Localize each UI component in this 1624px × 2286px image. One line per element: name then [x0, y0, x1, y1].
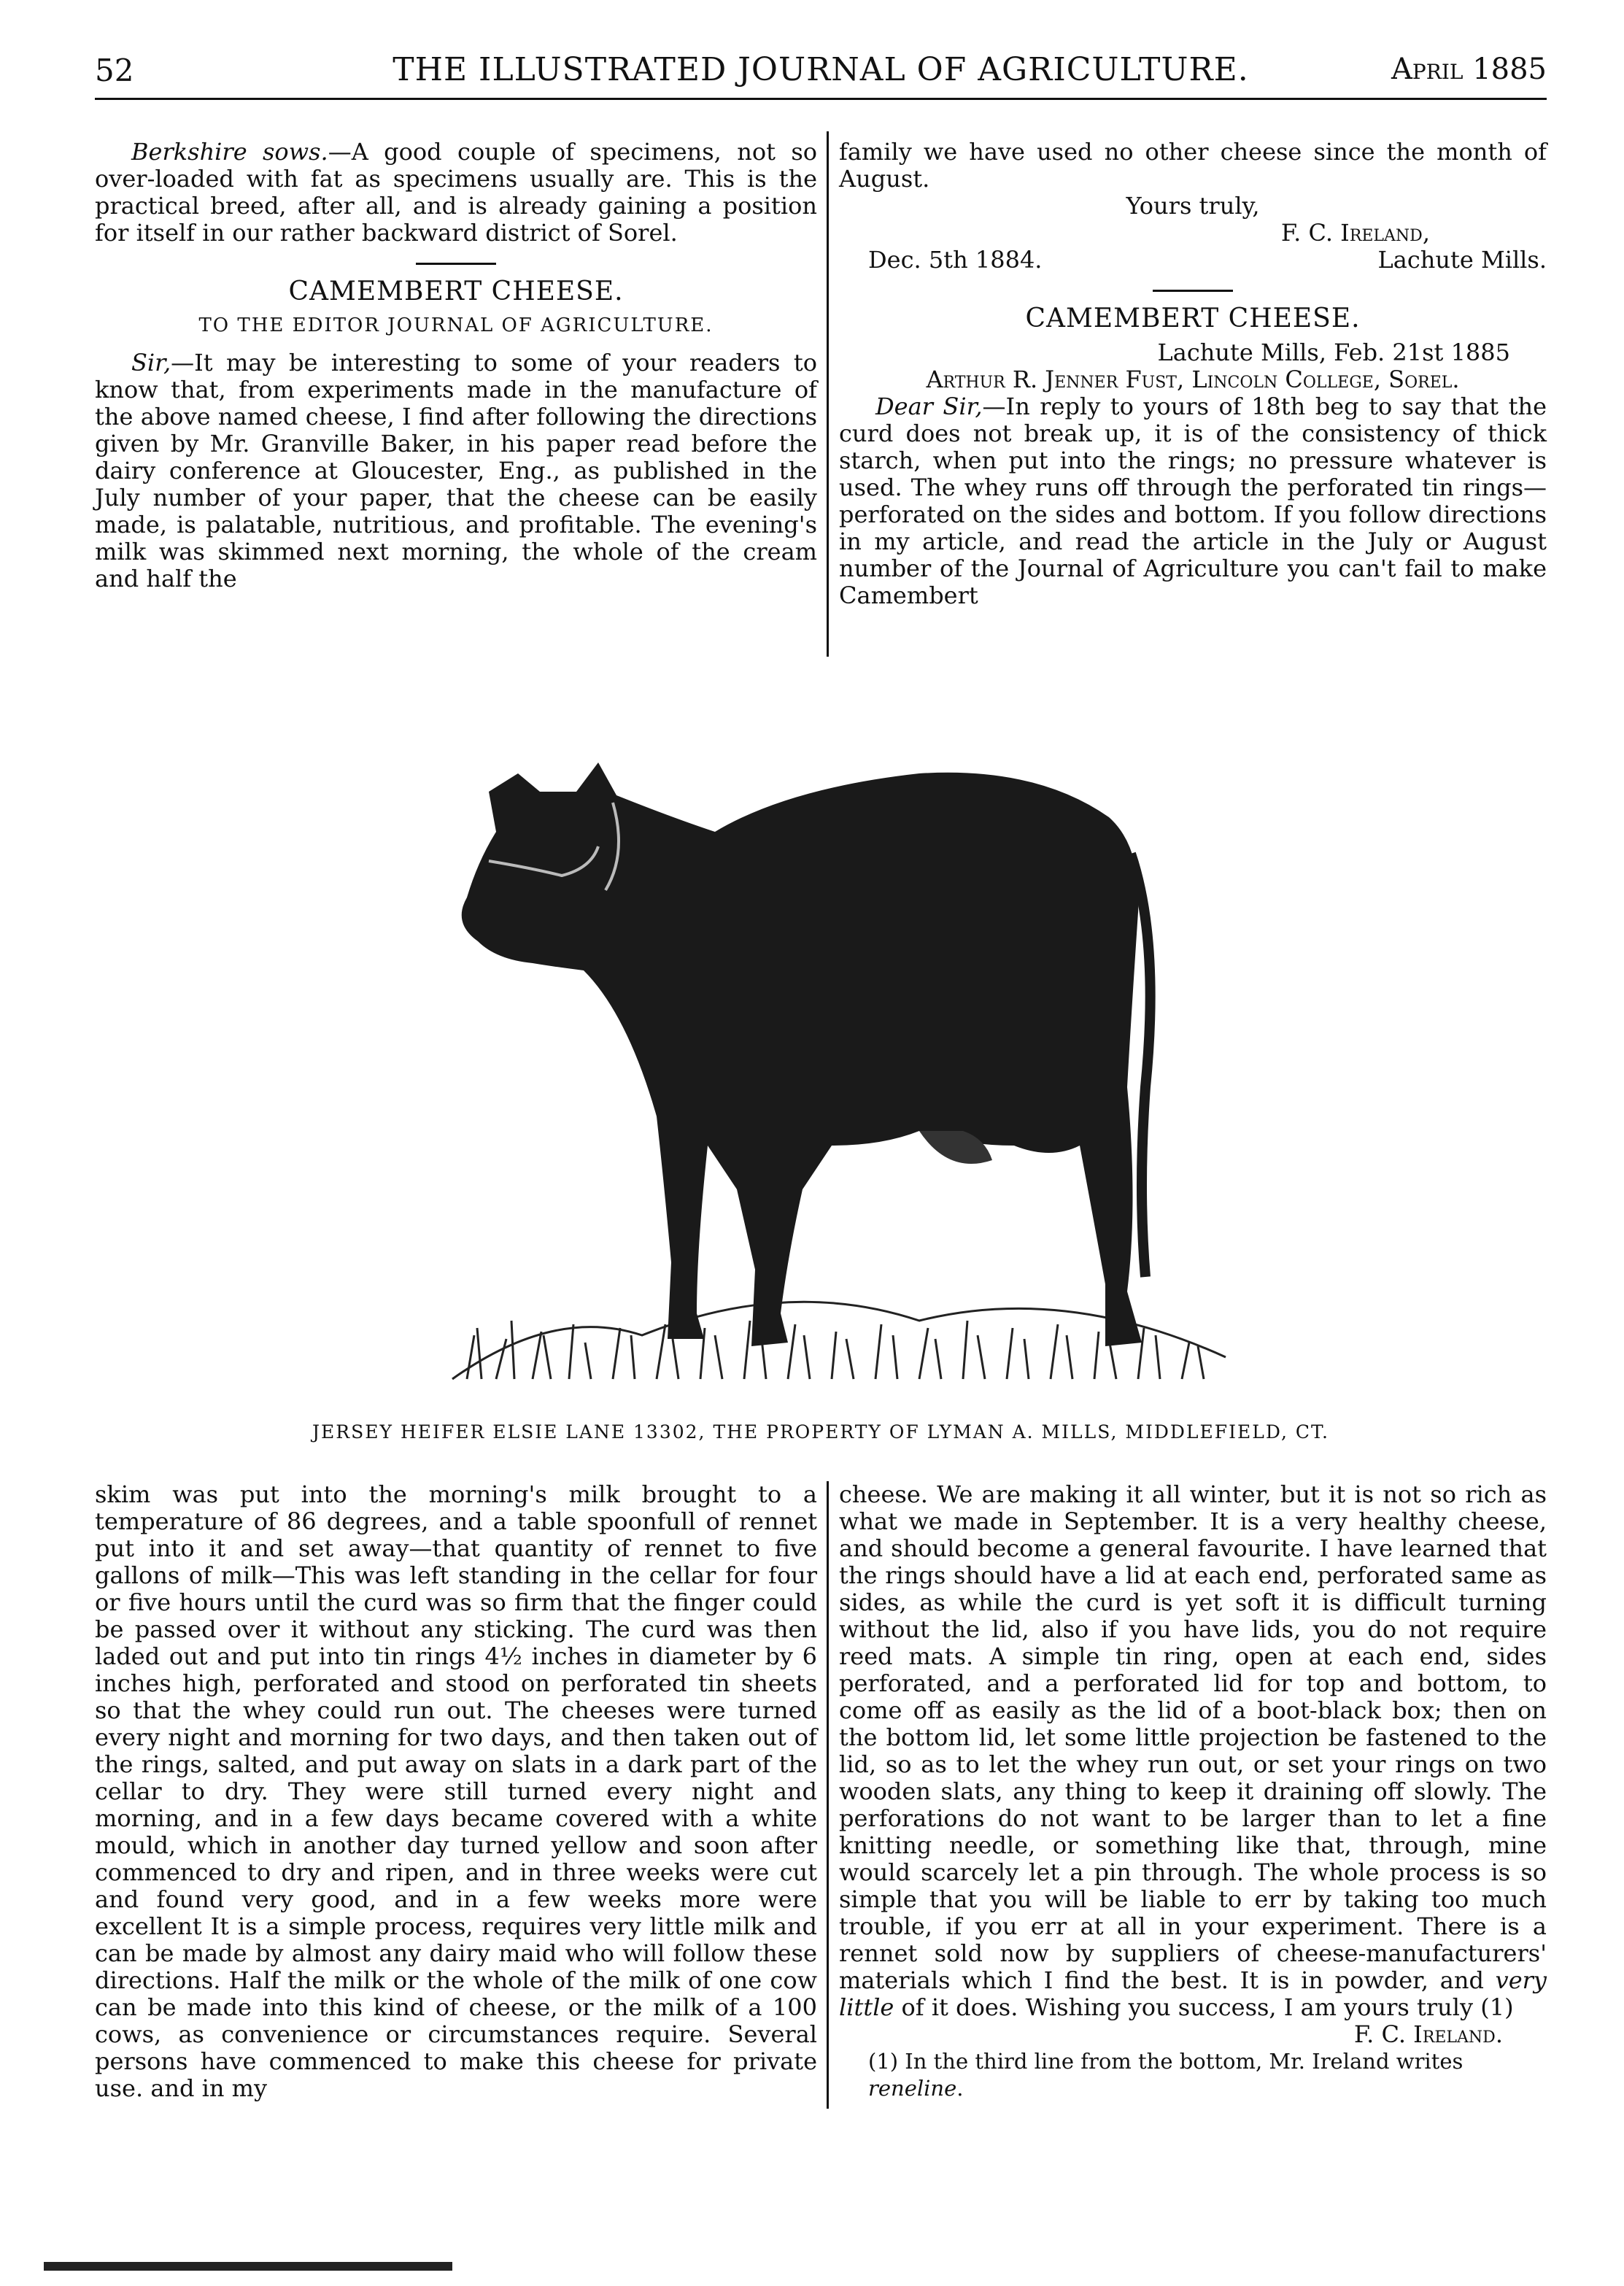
- cow-body: [462, 762, 1142, 1346]
- bottom-left-column: [95, 1481, 817, 2102]
- article-title-right: CAMEMBERT CHEESE.: [1025, 304, 1361, 333]
- article-title-left: CAMEMBERT CHEESE.: [288, 277, 624, 306]
- emphasis-text: very little: [839, 1966, 1547, 2021]
- footnote-end: .: [956, 2076, 964, 2101]
- top-left-column: [95, 139, 817, 592]
- procedure-text: skim was put into the morning's milk brought to a temperature of 86 degrees, and a table spoonfull of rennet put into it and set away—that quantity of rennet to five gallons of milk—This was left standing in the cellar for four or five hours until the curd was so firm that the finger could be passed over it without any sticking. The curd was then laded out and put into tin rings 4½ inches in diameter by 6 inches high, perforated and stood on perforated tin sheets so that the whey could run out. The cheeses were turned every night and morning for two days, and then taken out of the rings, salted, and put away on slats in a dark part of the cellar to dry. They were still turned every night and morning, and in a few days became covered with a white mould, which in another day turned yellow and soon after commenced to dry and ripen, and in three weeks were cut and found very good, and in a few weeks more were excellent It is a simple process, requires very little milk and can be made by almost any dairy maid who will follow these directions. Half the milk or the whole of the milk of one cow can be made into this kind of cheese, or the milk of a 100 cows, as convenience or circumstances require. Several persons have commenced to make this cheese for private use. and in my: [95, 1480, 817, 2102]
- issue-date: April 1885: [1391, 53, 1547, 86]
- letter-paragraph: [95, 350, 817, 592]
- page-header: [95, 47, 1547, 100]
- footnote-word: reneline: [868, 2076, 957, 2101]
- top-right-column: [839, 139, 1547, 609]
- section-divider: [1153, 290, 1233, 292]
- bottom-right-column: [839, 1481, 1547, 2102]
- reply-paragraph: [839, 393, 1547, 609]
- journal-title: THE ILLUSTRATED JOURNAL OF AGRICULTURE.: [393, 51, 1249, 88]
- section-divider: [416, 263, 496, 265]
- dateline: Lachute Mills, Feb. 21st 1885: [1157, 339, 1510, 366]
- letter-text-a: cheese. We are making it all winter, but it is not so rich as what we made in September. It is a very healthy cheese, and should become a general favourite. I have learned that the rings should have a lid at each end, perforated same as sides, as while the curd is yet soft it is difficult turning without the lid, also if you have lids, you do not require reed mats. A simple tin ring, open at each end, sides perforated, and a perforated lid for top and bottom, to come off as easily as the lid of a boot-black box; then on the bottom lid, let some little projection be fastened to the lid, so as to let the whey run out, or set your rings on two wooden slats, any thing to keep it draining off slowly. The perforations do not want to be larger than to let a fine knitting needle, or something like that, through, mine would scarcely let a pin through. The whole process is so simple that you will be liable to err by taking too much trouble, if you err at all in your experiment. There is a rennet sold now by suppliers of cheese-manufacturers' materials which I find the best. It is in powder, and: [839, 1480, 1547, 1994]
- page-edge-mark: [44, 2262, 452, 2271]
- page-number: 52: [95, 53, 134, 88]
- letter-place: Lachute Mills.: [1377, 246, 1547, 274]
- continuation-text: family we have used no other cheese since the month of August.: [839, 138, 1547, 193]
- figure-caption: JERSEY HEIFER ELSIE LANE 13302, THE PROPERTY OF LYMAN A. MILLS, MIDDLEFIELD, CT.: [312, 1421, 1329, 1443]
- column-divider-bottom: [827, 1481, 829, 2109]
- signer-name: F. C. Ireland,: [1280, 219, 1430, 247]
- berkshire-paragraph: [95, 139, 817, 247]
- footnote: [839, 2048, 1547, 2102]
- jersey-heifer-illustration: [409, 679, 1284, 1408]
- article-subtitle: TO THE EDITOR JOURNAL OF AGRICULTURE.: [198, 314, 714, 336]
- letter-text: —It may be interesting to some of your readers to know that, from experiments made in the manufacture of the above named cheese, I find after following the directions given by Mr. Granville Baker, in his paper read before the dairy conference at Gloucester, Eng., as published in the July number of your paper, that the cheese can be easily made, is palatable, nutritious, and profitable. The evening's milk was skimmed next morning, the whole of the cream and half the: [95, 349, 817, 592]
- column-divider-top: [827, 131, 829, 657]
- salutation: Sir,: [131, 349, 171, 377]
- letter-date: Dec. 5th 1884.: [868, 246, 1043, 274]
- berkshire-text: —A good couple of specimens, not so over-loaded with fat as specimens usually are. This is the practical breed, after all, and is already gaining a position for itself in our rather backward district of Sorel.: [95, 138, 818, 247]
- reply-text: —In reply to yours of 18th beg to say that the curd does not break up, it is of the consistency of thick starch, when put into the rings; no pressure whatever is used. The whey runs off through the perforated tin rings—perforated on the sides and bottom. If you follow directions in my article, and read the article in the July or August number of the Journal of Agriculture you can't fail to make Camembert: [839, 393, 1547, 609]
- salutation: Dear Sir,: [875, 393, 983, 420]
- footnote-text: (1) In the third line from the bottom, Mr. Ireland writes: [868, 2049, 1463, 2074]
- addressee: Arthur R. Jenner Fust, Lincoln College, Sorel.: [926, 366, 1460, 393]
- berkshire-label: Berkshire sows.: [131, 138, 328, 166]
- closing-line: Yours truly,: [1126, 192, 1260, 220]
- continued-letter: [839, 1481, 1547, 2021]
- final-signer: F. C. Ireland.: [1353, 2020, 1503, 2048]
- letter-text-b: of it does. Wishing you success, I am yours truly (1): [894, 1993, 1514, 2021]
- date-place-line: [839, 247, 1547, 274]
